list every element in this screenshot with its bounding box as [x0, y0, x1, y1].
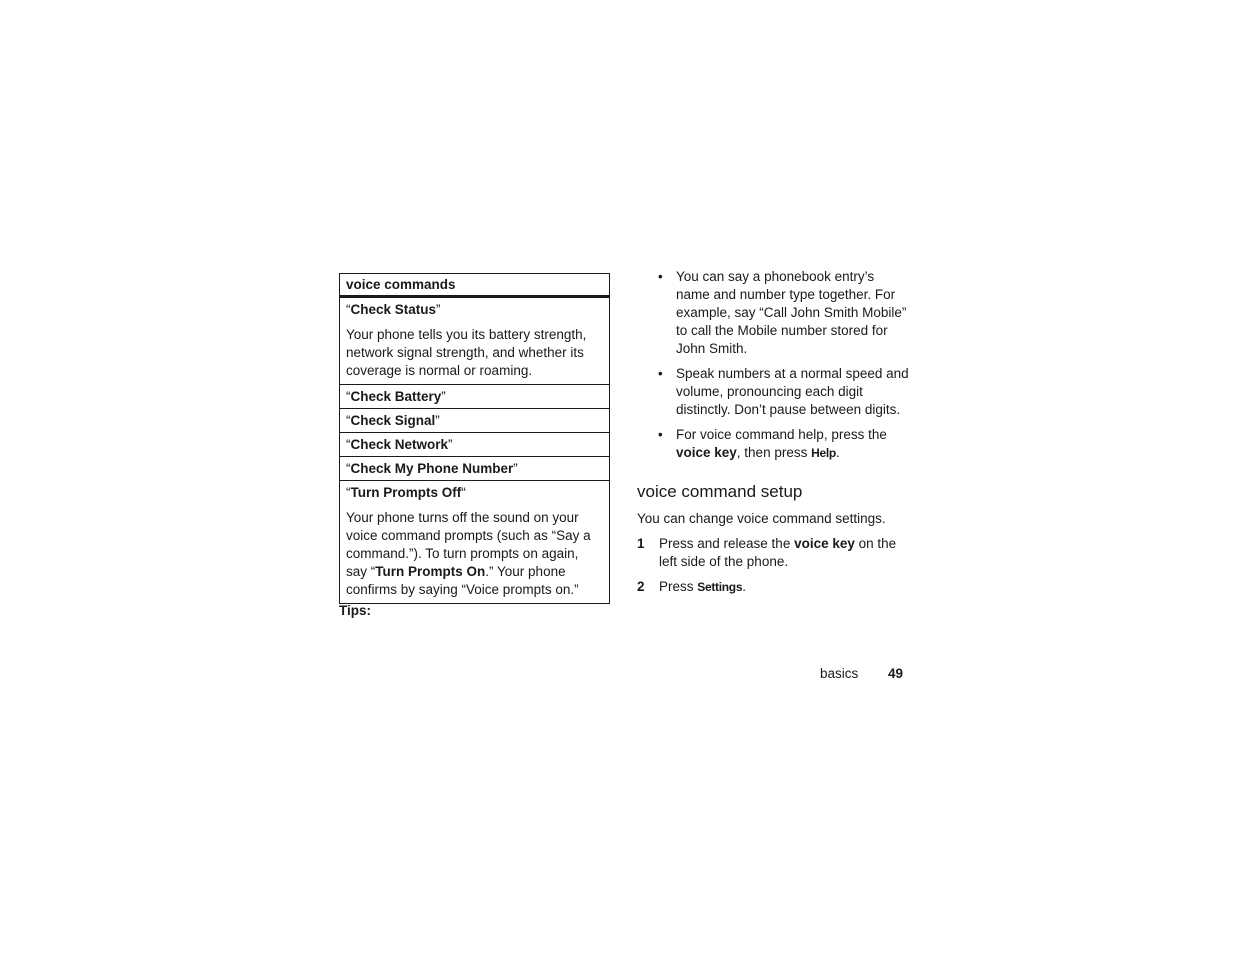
table-row — [340, 384, 609, 408]
list-item: • You can say a phonebook entry’s name and number type together. For example, say “Call John Smith Mobile” to call the Mobile number stored for John Smith. — [658, 269, 907, 356]
command-name: “Check Battery” — [346, 389, 446, 404]
page-footer — [820, 666, 903, 681]
command-description: Your phone turns off the sound on your voice command prompts (such as “Say a command.”). To turn prompts on again, say “Turn Prompts On.” Your phone confirms by saying “Voice prompts on.” — [346, 510, 591, 597]
section-intro: You can change voice command settings. — [637, 511, 886, 526]
table-row — [340, 432, 609, 456]
list-item: • Speak numbers at a normal speed and volume, pronouncing each digit distinctly. Don’t pause between digits. — [658, 366, 909, 417]
command-name: “Check My Phone Number” — [346, 461, 518, 476]
step-item: 2 Press Settings. — [637, 579, 746, 594]
softkey-label: Settings — [697, 580, 743, 594]
bullet-icon: • — [658, 269, 663, 284]
command-name: “Check Status” — [346, 302, 441, 317]
step-item: 1 Press and release the voice key on the left side of the phone. — [637, 536, 897, 569]
page-number: 49 — [888, 666, 904, 681]
step-number: 2 — [637, 579, 645, 594]
command-name: “Turn Prompts Off“ — [346, 485, 466, 500]
table-row — [340, 298, 609, 384]
tips-list — [637, 268, 909, 462]
table-row — [340, 408, 609, 432]
table-row — [340, 480, 609, 603]
list-item: • For voice command help, press the voice key, then press Help. — [658, 427, 887, 460]
softkey-label: Help — [811, 446, 836, 460]
section-title: voice command setup — [637, 482, 803, 501]
table-row — [340, 456, 609, 480]
command-description: Your phone tells you its battery strength, network signal strength, and whether its coverage is normal or roaming. — [346, 327, 587, 378]
bullet-icon: • — [658, 427, 663, 442]
tips-label: Tips: — [339, 603, 372, 618]
step-number: 1 — [637, 536, 645, 551]
bullet-icon: • — [658, 366, 663, 381]
command-name: “Check Signal” — [346, 413, 440, 428]
footer-section-name: basics — [820, 666, 859, 681]
table-header: voice commands — [340, 274, 609, 298]
steps-list — [637, 535, 909, 596]
right-column — [637, 268, 909, 603]
voice-commands-table — [339, 273, 610, 604]
command-name: “Check Network” — [346, 437, 453, 452]
